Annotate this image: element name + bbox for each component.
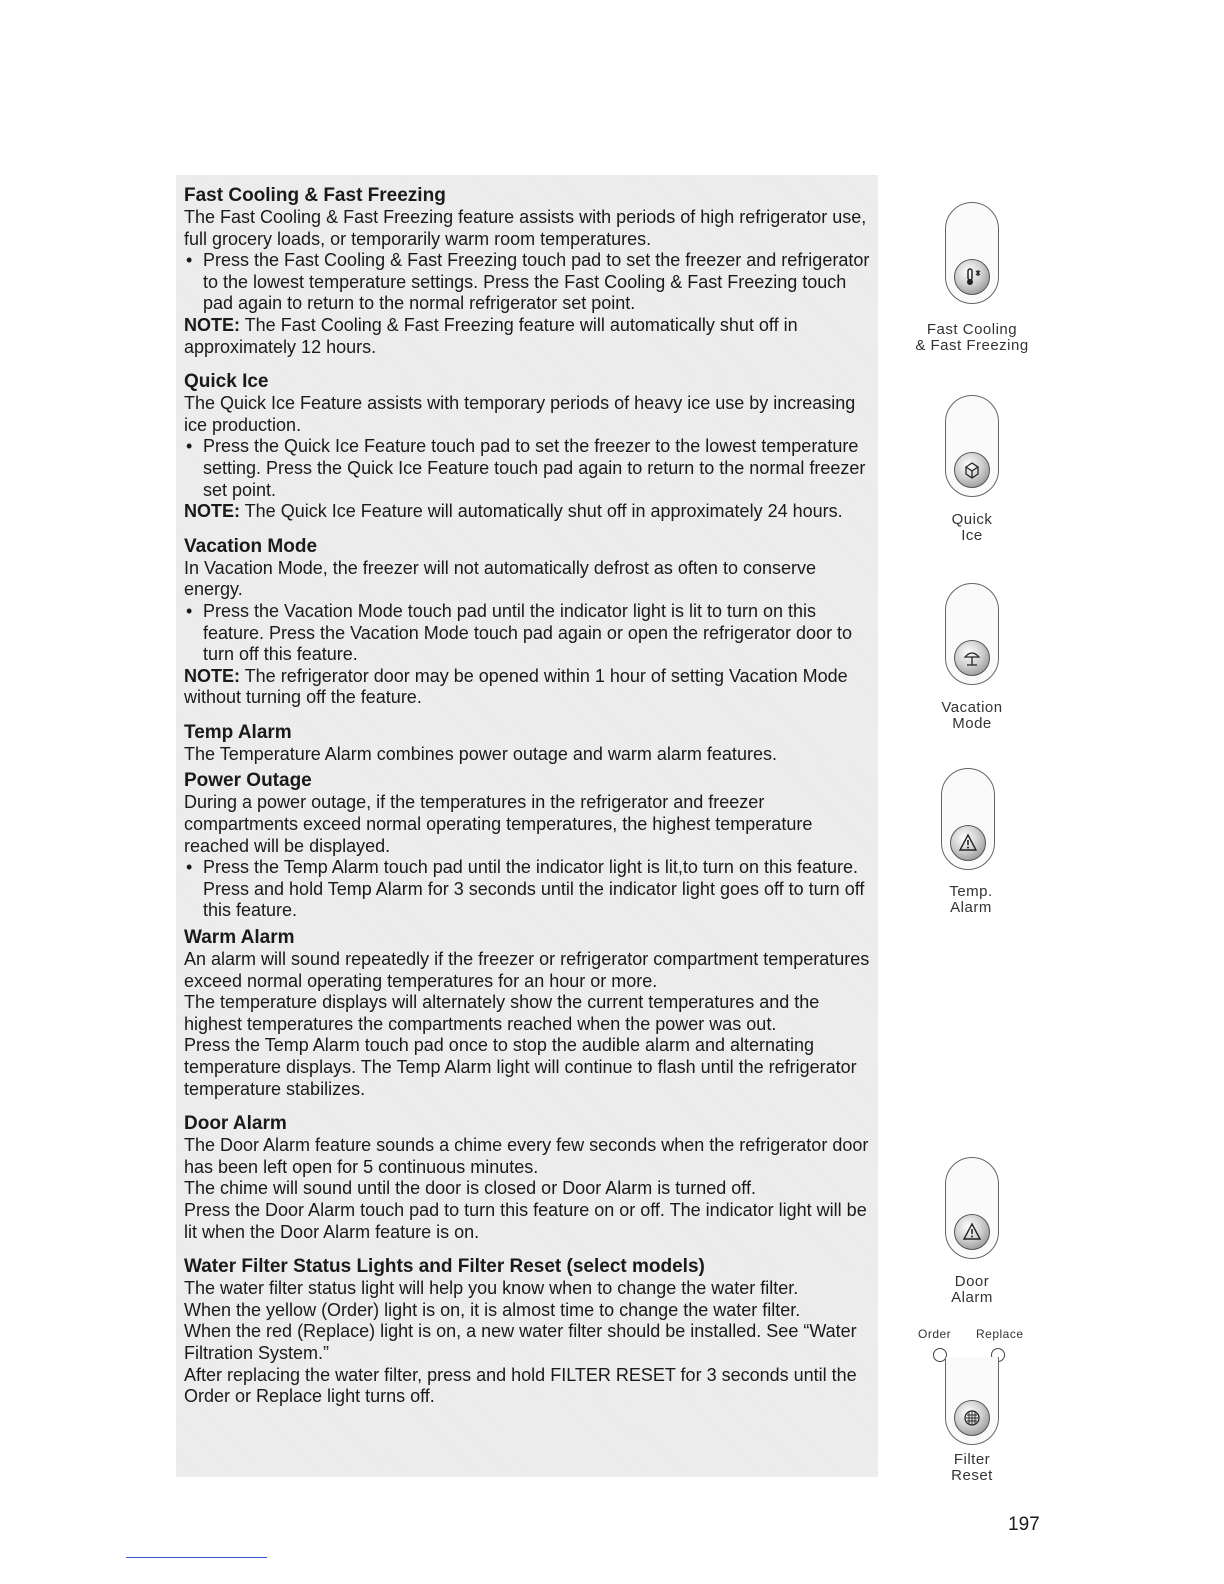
paragraph: The Fast Cooling & Fast Freezing feature assists with periods of high refrigerator use, full grocery loads, or temporarily warm room temperatures. bbox=[184, 207, 867, 249]
section-fast-cooling bbox=[184, 184, 874, 358]
vacation-mode-label bbox=[897, 700, 1047, 732]
quick-ice-touchpad[interactable] bbox=[945, 395, 999, 497]
section-door-alarm bbox=[184, 1112, 874, 1243]
label-line: Quick bbox=[951, 511, 993, 528]
note-label: NOTE: bbox=[184, 665, 240, 686]
note bbox=[184, 315, 874, 358]
note-text: The refrigerator door may be opened within 1 hour of setting Vacation Mode without turning off the feature. bbox=[184, 665, 848, 708]
footer-rule bbox=[126, 1557, 267, 1558]
paragraph: Press the Door Alarm touch pad to turn this feature on or off. The indicator light will be lit when the Door Alarm feature is on. bbox=[184, 1199, 867, 1242]
beach-umbrella-icon bbox=[954, 640, 990, 676]
ice-cube-icon bbox=[954, 452, 990, 488]
heading-temp-alarm: Temp Alarm bbox=[184, 721, 292, 743]
label-line: Temp. bbox=[949, 883, 993, 900]
paragraph: After replacing the water filter, press and hold FILTER RESET for 3 seconds until the Order or Replace light turns off. bbox=[184, 1364, 857, 1407]
note-label: NOTE: bbox=[184, 314, 240, 335]
bullet-item: • Press the Quick Ice Feature touch pad to set the freezer to the lowest temperature setting. Press the Quick Ice Feature touch pad again to return to the normal freezer set point. bbox=[184, 436, 874, 501]
door-alarm-touchpad[interactable] bbox=[945, 1157, 999, 1259]
note-text: The Quick Ice Feature will automatically shut off in approximately 24 hours. bbox=[240, 501, 843, 522]
section-temp-alarm bbox=[184, 721, 874, 1100]
temp-alarm-touchpad[interactable] bbox=[941, 768, 995, 870]
paragraph: The water filter status light will help you know when to change the water filter. bbox=[184, 1278, 799, 1299]
order-label: Order bbox=[918, 1327, 952, 1341]
section-vacation-mode bbox=[184, 535, 874, 709]
label-line: Fast Cooling bbox=[926, 321, 1018, 338]
label-line: Filter bbox=[953, 1451, 991, 1468]
note bbox=[184, 666, 874, 709]
paragraph: Press the Temp Alarm touch pad once to stop the audible alarm and alternating temperature displays. The Temp Alarm light will continue to flash until the refrigerator temperature stabilizes. bbox=[184, 1035, 857, 1099]
label-line: Door bbox=[954, 1273, 990, 1290]
label-line: Vacation bbox=[941, 699, 1003, 716]
fast-cooling-label bbox=[897, 322, 1047, 354]
warning-triangle-icon bbox=[950, 825, 986, 861]
paragraph: The temperature displays will alternately show the current temperatures and the highest temperatures the compartments reached when the power was out. bbox=[184, 992, 820, 1034]
label-line: Mode bbox=[952, 715, 992, 732]
section-water-filter bbox=[184, 1255, 874, 1408]
filter-icon bbox=[954, 1400, 990, 1436]
paragraph: When the yellow (Order) light is on, it is almost time to change the water filter. bbox=[184, 1299, 801, 1320]
filter-reset-touchpad[interactable] bbox=[945, 1357, 999, 1445]
bullet-item: • Press the Vacation Mode touch pad until the indicator light is lit to turn on this feature. Press the Vacation Mode touch pad again or open the refrigerator door to turn off this feature. bbox=[184, 601, 874, 666]
heading-warm-alarm: Warm Alarm bbox=[184, 927, 295, 949]
filter-reset-label bbox=[897, 1452, 1047, 1484]
heading-vacation-mode: Vacation Mode bbox=[184, 535, 318, 557]
note-label: NOTE: bbox=[184, 501, 240, 522]
paragraph: In Vacation Mode, the freezer will not automatically defrost as often to conserve energy. bbox=[184, 557, 816, 600]
paragraph: An alarm will sound repeatedly if the freezer or refrigerator compartment temperatures exceed normal operating temperatures for an hour or more. bbox=[184, 949, 870, 991]
thermometer-snowflake-icon bbox=[954, 259, 990, 295]
heading-water-filter: Water Filter Status Lights and Filter Reset (select models) bbox=[184, 1256, 705, 1278]
section-quick-ice bbox=[184, 370, 874, 523]
page-number: 197 bbox=[1008, 1514, 1040, 1535]
heading-door-alarm: Door Alarm bbox=[184, 1113, 287, 1135]
bullet-item: • Press the Temp Alarm touch pad until the indicator light is lit,to turn on this feature. Press and hold Temp Alarm for 3 seconds until the indicator light goes off to turn off this feature. bbox=[184, 857, 874, 922]
quick-ice-label bbox=[897, 512, 1047, 544]
warning-triangle-icon bbox=[954, 1214, 990, 1250]
bullet-item: • Press the Fast Cooling & Fast Freezing touch pad to set the freezer and refrigerator to the lowest temperature settings. Press the Fast Cooling & Fast Freezing touch pad again to return to the normal refrigerator set point. bbox=[184, 250, 874, 315]
note-text: The Fast Cooling & Fast Freezing feature will automatically shut off in approximately 12 hours. bbox=[184, 314, 798, 357]
fast-cooling-touchpad[interactable] bbox=[945, 202, 999, 304]
heading-power-outage: Power Outage bbox=[184, 770, 312, 792]
label-line: Alarm bbox=[951, 1289, 993, 1306]
paragraph: The Door Alarm feature sounds a chime every few seconds when the refrigerator door has been left open for 5 continuous minutes. bbox=[184, 1135, 869, 1177]
vacation-mode-touchpad[interactable] bbox=[945, 583, 999, 685]
door-alarm-label bbox=[897, 1274, 1047, 1306]
label-line: Alarm bbox=[950, 899, 992, 916]
paragraph: During a power outage, if the temperatures in the refrigerator and freezer compartments exceed normal operating temperatures, the highest temperature reached will be displayed. bbox=[184, 792, 813, 856]
note bbox=[184, 501, 874, 523]
paragraph: The Temperature Alarm combines power outage and warm alarm features. bbox=[184, 743, 777, 764]
manual-text bbox=[184, 184, 874, 1420]
paragraph: The chime will sound until the door is closed or Door Alarm is turned off. bbox=[184, 1178, 756, 1199]
paragraph: The Quick Ice Feature assists with temporary periods of heavy ice use by increasing ice production. bbox=[184, 393, 856, 435]
label-line: Reset bbox=[951, 1467, 993, 1484]
temp-alarm-label bbox=[896, 884, 1046, 916]
heading-fast-cooling: Fast Cooling & Fast Freezing bbox=[184, 185, 446, 206]
paragraph: When the red (Replace) light is on, a new water filter should be installed. See “Water Filtration System.” bbox=[184, 1321, 857, 1363]
replace-label: Replace bbox=[976, 1327, 1024, 1341]
label-line: & Fast Freezing bbox=[915, 337, 1029, 354]
label-line: Ice bbox=[961, 527, 983, 544]
heading-quick-ice: Quick Ice bbox=[184, 371, 269, 393]
